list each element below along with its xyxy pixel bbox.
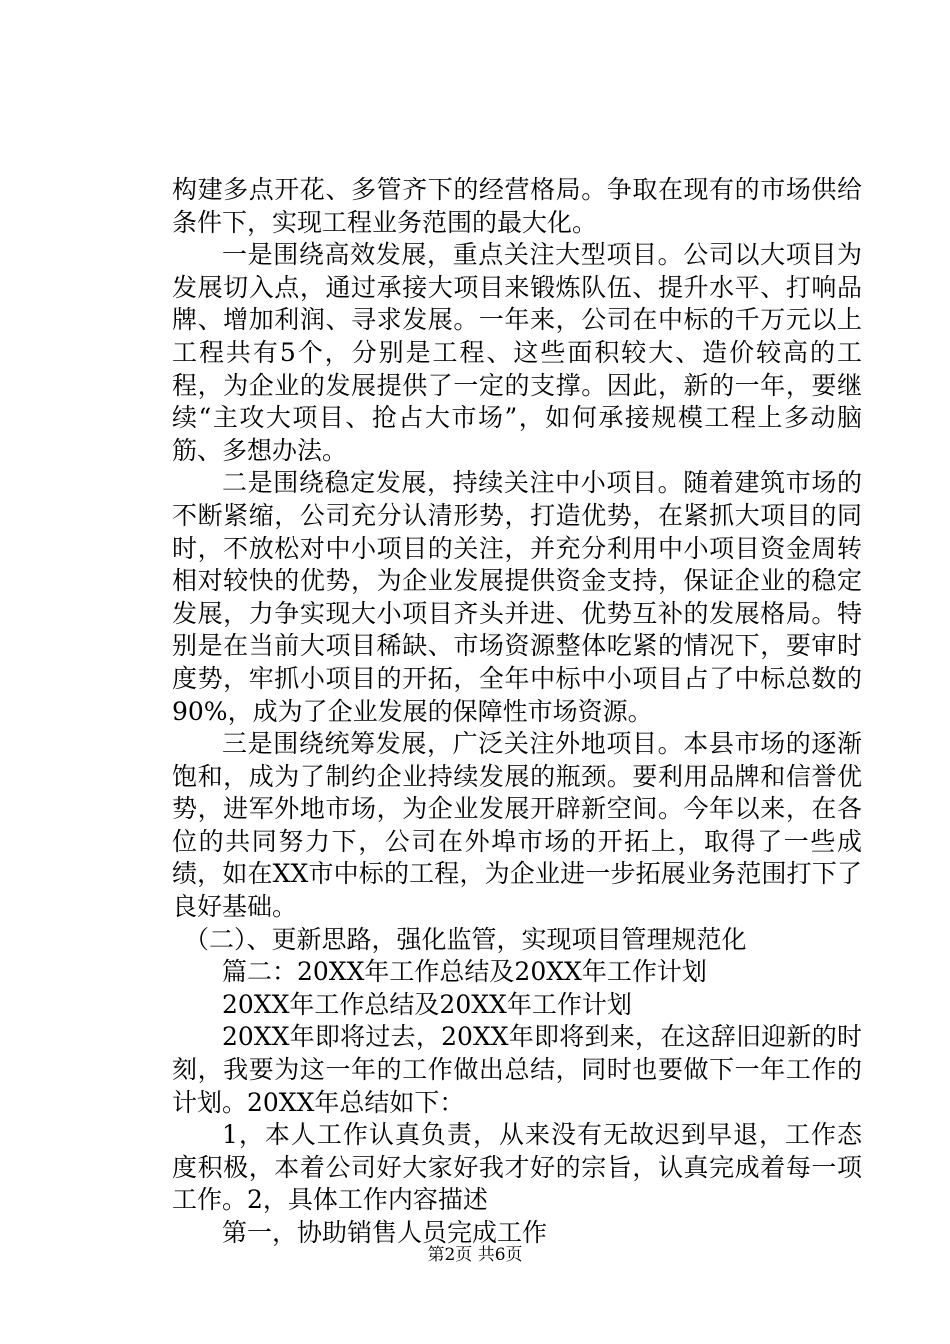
paragraph-item-one: 1，本人工作认真负责，从来没有无故迟到早退，工作态度积极，本着公司好大家好我才好的宗旨，认真完成着每一项工作。2，具体工作内容描述 [172,1120,862,1215]
paragraph-intro: 20XX年即将过去，20XX年即将到来，在这辞旧迎新的时刻，我要为这一年的工作做出总结，同时也要做下一年工作的计划。20XX年总结如下： [172,1022,862,1117]
paragraph-point-one: 一是围绕高效发展，重点关注大型项目。公司以大项目为发展切入点，通过承接大项目来锻炼队伍、提升水平、打响品牌、增加利润、寻求发展。一年来，公司在中标的千万元以上工程共有5个，分别是工程、这些面积较大、造价较高的工程，为企业的发展提供了一定的支撑。因此，新的一年，要继续“主攻大项目、抢占大市场”，如何承接规模工程上多动脑筋、多想办法。 [172,240,862,465]
chapter-title: 篇二：20XX年工作总结及20XX年工作计划 [222,957,707,987]
document-title: 20XX年工作总结及20XX年工作计划 [222,989,632,1019]
paragraph-point-three: 三是围绕统筹发展，广泛关注外地项目。本县市场的逐渐饱和，成为了制约企业持续发展的瓶颈。要利用品牌和信誉优势，进军外地市场，为企业发展开辟新空间。今年以来，在各位的共同努力下，公司在外埠市场的开拓上，取得了一些成绩，如在XX市中标的工程，为企业进一步拓展业务范围打下了良好基础。 [172,729,862,922]
document-body [172,174,862,1250]
paragraph-point-two: 二是围绕稳定发展，持续关注中小项目。随着建筑市场的不断紧缩，公司充分认清形势，打造优势，在紧抓大项目的同时，不放松对中小项目的关注，并充分利用中小项目资金周转相对较快的优势，为企业发展提供资金支持，保证企业的稳定发展，力争实现大小项目齐头并进、优势互补的发展格局。特别是在当前大项目稀缺、市场资源整体吃紧的情况下，要审时度势，牢抓小项目的开拓，全年中标中小项目占了中标总数的90%，成为了企业发展的保障性市场资源。 [172,468,862,726]
section-heading: （二）、更新思路，强化监管，实现项目管理规范化 [184,924,747,954]
paragraph-first-task: 第一，协助销售人员完成工作 [222,1218,548,1247]
page-number: 第2页 共6页 [427,1245,523,1265]
paragraph-continuation: 构建多点开花、多管齐下的经营格局。争取在现有的市场供给条件下，实现工程业务范围的最大化。 [172,175,862,237]
